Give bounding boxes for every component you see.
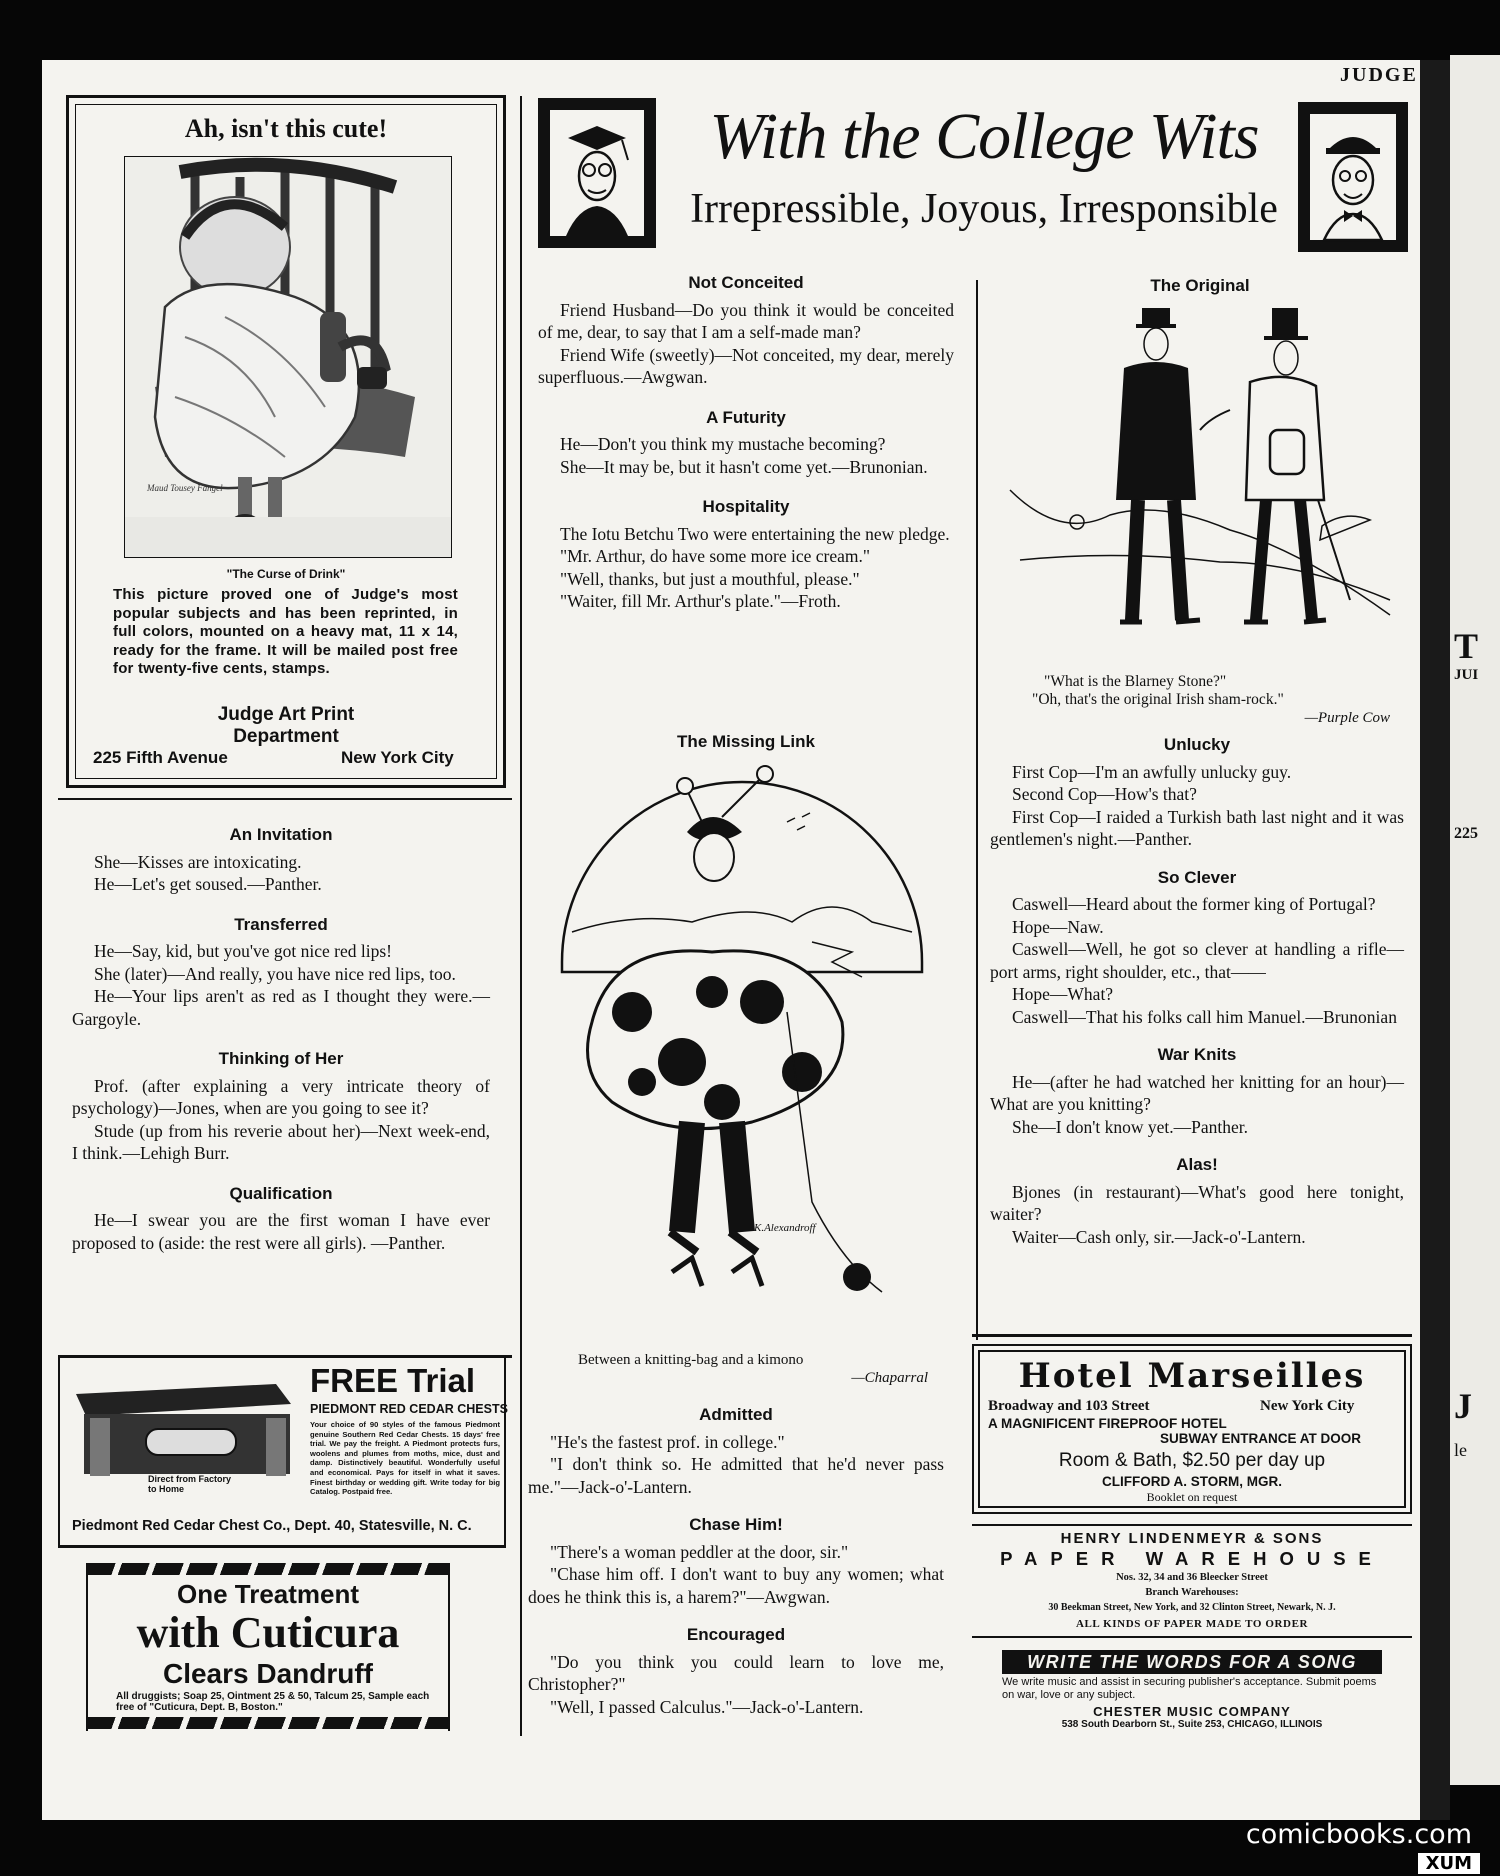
joke-title: Hospitality xyxy=(702,497,790,516)
joke-line: "Do you think you could learn to love me, Christopher?" xyxy=(528,1651,944,1694)
original-caption: "Oh, that's the original Irish sham-rock." xyxy=(1032,691,1284,708)
joke-line: "Mr. Arthur, do have some more ice cream." xyxy=(560,546,871,566)
column-rule xyxy=(58,798,512,800)
joke-title: Unlucky xyxy=(1163,735,1231,754)
paper-ad-line1: HENRY LINDENMEYR & SONS xyxy=(1060,1530,1324,1547)
middle-jokes-bottom xyxy=(528,1392,944,1718)
print-ad-body: This picture proved one of Judge's most popular subjects and has been reprinted, in full colors, mounted on a heavy mat, 11 x 14, ready for the frame. It will be mailed post free for twenty-five cents, stamps. xyxy=(113,586,458,677)
original-credit: —Purple Cow xyxy=(1304,710,1390,726)
joke-title: Encouraged xyxy=(686,1625,786,1644)
artist-signature: K.Alexandroff xyxy=(754,1222,816,1234)
cuticura-line2: with Cuticura xyxy=(136,1608,400,1657)
joke-title: War Knits xyxy=(1157,1045,1237,1064)
print-ad-city: New York City xyxy=(341,748,454,767)
joke-line: First Cop—I raided a Turkish bath last night and it was gentlemen's night.—Panther. xyxy=(990,806,1404,849)
hotel-ad xyxy=(972,1344,1412,1514)
next-page-fragment: 225 xyxy=(1454,825,1478,842)
running-head: JUDGE xyxy=(1340,64,1418,86)
song-ad-address: 538 South Dearborn St., Suite 253, CHICAGO, ILLINOIS xyxy=(1061,1719,1323,1730)
joke-line: He—Your lips aren't as red as I thought they were.—Gargoyle. xyxy=(72,986,490,1029)
chest-ad-tagline: Direct from Factory to Home xyxy=(148,1474,232,1494)
joke-title: A Futurity xyxy=(706,407,786,427)
joke-title: Qualification xyxy=(229,1183,333,1203)
joke-line: "Chase him off. I don't want to buy any women; what does he think this is, a harem?"—Awgwan. xyxy=(528,1564,944,1607)
joke-line: Friend Wife (sweetly)—Not conceited, my dear, merely superfluous.—Awgwan. xyxy=(538,344,954,387)
missing-link-caption: Between a knitting-bag and a kimono xyxy=(578,1352,804,1368)
joke-line: She (later)—And really, you have nice red lips, too. xyxy=(94,963,456,984)
joke-title: Thinking of Her xyxy=(218,1049,344,1068)
artist-signature: Maud Tousey Fangel xyxy=(147,483,223,493)
joke-line: Prof. (after explaining a very intricate theory of psychology)—Jones, when are you going to see it? xyxy=(72,1075,490,1118)
next-page-fragment: JUI xyxy=(1454,667,1479,683)
joke-line: Bjones (in restaurant)—What's good here tonight, waiter? xyxy=(990,1181,1404,1224)
joke-line: He—Let's get soused.—Panther. xyxy=(94,874,322,894)
joke-line: She—I don't know yet.—Panther. xyxy=(1012,1116,1248,1137)
next-page-fragment: J xyxy=(1454,1386,1472,1426)
paper-ad-line2: PAPER WAREHOUSE xyxy=(1000,1548,1384,1569)
chest-ad-footer: Piedmont Red Cedar Chest Co., Dept. 40, Statesville, N. C. xyxy=(72,1518,472,1534)
hotel-name: Hotel Marseilles xyxy=(1018,1356,1366,1396)
joke-line: She—Kisses are intoxicating. xyxy=(94,851,302,872)
hotel-booklet: Booklet on request xyxy=(1146,1490,1238,1504)
masthead-portrait-left xyxy=(538,98,656,248)
joke-line: Stude (up from his reverie about her)—Next week-end, I think.—Lehigh Burr. xyxy=(72,1120,490,1163)
chest-ad xyxy=(58,1358,506,1548)
print-ad-caption: "The Curse of Drink" xyxy=(226,567,346,581)
print-ad-dept: Department xyxy=(233,726,339,747)
left-jokes xyxy=(72,812,490,1254)
joke-line: Hope—What? xyxy=(1012,984,1114,1004)
joke-line: First Cop—I'm an awfully unlucky guy. xyxy=(1012,761,1292,782)
column-rule xyxy=(520,96,522,1736)
watermark xyxy=(1210,1820,1500,1876)
joke-line: The Iotu Betchu Two were entertaining the new pledge. xyxy=(560,523,950,544)
chest-ad-subhead: PIEDMONT RED CEDAR CHESTS xyxy=(310,1402,508,1416)
masthead-title: With the College Wits xyxy=(709,100,1259,173)
joke-line: Caswell—Well, he got so clever at handling a rifle—port arms, right shoulder, etc., that—— xyxy=(990,939,1404,982)
ad-rule xyxy=(972,1334,1412,1337)
joke-line: He—I swear you are the first woman I have ever proposed to (aside: the rest were all girls). —Panther. xyxy=(72,1210,490,1253)
joke-line: "I don't think so. He admitted that he'd never pass me."—Jack-o'-Lantern. xyxy=(528,1454,944,1497)
joke-line: "He's the fastest prof. in college." xyxy=(550,1431,785,1452)
next-page-fragment: le xyxy=(1454,1440,1467,1460)
hotel-line: SUBWAY ENTRANCE AT DOOR xyxy=(1160,1431,1362,1446)
joke-line: "Well, I passed Calculus."—Jack-o'-Lantern. xyxy=(550,1696,864,1717)
paper-ad-line4: Branch Warehouses: xyxy=(1145,1587,1239,1598)
joke-line: Waiter—Cash only, sir.—Jack-o'-Lantern. xyxy=(1012,1226,1306,1247)
song-ad-headline: WRITE THE WORDS FOR A SONG xyxy=(1002,1650,1382,1674)
chest-ad-body: Your choice of 90 styles of the famous Piedmont genuine Southern Red Cedar Chests. 15 days' free trial. We pay the freight. A Piedmont protects furs, woolens and plumes from moths, mice, dust and damp. Distinctively beautiful. Wonderfully useful and economical. Pays for itself in what it saves. Finest birthday or wedding gift. Write today for big Catalog. Postpaid free. xyxy=(310,1420,500,1497)
joke-title: An Invitation xyxy=(229,825,333,844)
masthead-subtitle: Irrepressible, Joyous, Irresponsible xyxy=(690,186,1278,232)
joke-line: "Well, thanks, but just a mouthful, please." xyxy=(560,568,860,589)
print-ad-headline: Ah, isn't this cute! xyxy=(184,114,388,143)
joke-line: Caswell—That his folks call him Manuel.—Brunonian xyxy=(1012,1006,1397,1027)
hotel-line: A MAGNIFICENT FIREPROOF HOTEL xyxy=(988,1416,1227,1431)
chest-ad-headline: FREE Trial xyxy=(310,1362,476,1399)
right-jokes xyxy=(990,720,1404,1248)
joke-line: "Waiter, fill Mr. Arthur's plate."—Froth. xyxy=(560,591,841,611)
song-ad-body: We write music and assist in securing publisher's acceptance. Submit poems on war, love or any subject. xyxy=(1002,1676,1377,1701)
joke-line: "There's a woman peddler at the door, sir." xyxy=(550,1541,849,1562)
print-ad-address: 225 Fifth Avenue xyxy=(93,748,228,767)
original-caption: "What is the Blarney Stone?" xyxy=(1044,673,1227,690)
page-gutter xyxy=(1420,60,1450,1820)
cedar-chest-illustration xyxy=(66,1374,296,1484)
baby-illustration xyxy=(124,156,452,558)
watermark-site: comicbooks.com xyxy=(1245,1819,1472,1850)
hotel-address: Broadway and 103 Street xyxy=(988,1398,1150,1414)
middle-jokes-top xyxy=(538,262,954,613)
paper-ad-line6: ALL KINDS OF PAPER MADE TO ORDER xyxy=(1075,1618,1309,1630)
joke-line: Caswell—Heard about the former king of Portugal? xyxy=(1012,894,1376,914)
joke-line: He—(after he had watched her knitting for an hour)—What are you knitting? xyxy=(990,1071,1404,1114)
joke-title: Alas! xyxy=(1176,1155,1218,1174)
joke-title: Chase Him! xyxy=(689,1515,783,1534)
cuticura-line1: One Treatment xyxy=(176,1579,360,1609)
joke-title: Transferred xyxy=(234,914,328,934)
joke-line: Hope—Naw. xyxy=(1012,916,1104,937)
joke-line: He—Say, kid, but you've got nice red lips! xyxy=(94,941,393,961)
missing-link-title: The Missing Link xyxy=(677,732,815,751)
song-ad-company: CHESTER MUSIC COMPANY xyxy=(1093,1704,1291,1719)
song-ad xyxy=(972,1638,1412,1738)
original-illustration xyxy=(1000,300,1400,630)
watermark-code: XUM xyxy=(1418,1853,1480,1874)
missing-link-illustration xyxy=(552,762,932,1342)
print-ad-dept: Judge Art Print xyxy=(217,704,355,725)
joke-line: He—Don't you think my mustache becoming? xyxy=(560,434,886,454)
cuticura-ad xyxy=(86,1563,450,1731)
joke-title: Admitted xyxy=(699,1405,773,1424)
next-page-edge xyxy=(1450,55,1500,1785)
joke-title: Not Conceited xyxy=(688,273,804,292)
paper-ad-line3: Nos. 32, 34 and 36 Bleecker Street xyxy=(1116,1572,1268,1583)
print-ad xyxy=(66,95,506,788)
joke-line: Friend Husband—Do you think it would be conceited of me, dear, to say that I am a self-made man? xyxy=(538,299,954,342)
cuticura-line3: Clears Dandruff xyxy=(162,1658,374,1689)
joke-line: She—It may be, but it hasn't come yet.—Brunonian. xyxy=(560,456,928,477)
paper-ad-line5: 30 Beekman Street, New York, and 32 Clinton Street, Newark, N. J. xyxy=(1048,1602,1336,1613)
next-page-fragment: T xyxy=(1454,626,1479,666)
joke-title: So Clever xyxy=(1157,867,1237,887)
masthead-portrait-right xyxy=(1298,102,1408,252)
column-rule xyxy=(976,280,978,1340)
original-title: The Original xyxy=(1150,276,1250,295)
paper-ad xyxy=(972,1526,1412,1636)
cuticura-fine-print: All druggists; Soap 25, Ointment 25 & 50, Talcum 25, Sample each free of "Cuticura, Dept. B, Boston." xyxy=(116,1691,430,1713)
joke-line: Second Cop—How's that? xyxy=(1012,784,1197,804)
missing-link-credit: —Chaparral xyxy=(851,1370,928,1386)
hotel-manager: CLIFFORD A. STORM, MGR. xyxy=(1102,1474,1282,1489)
hotel-rate: Room & Bath, $2.50 per day up xyxy=(1058,1450,1326,1471)
hotel-city: New York City xyxy=(1260,1398,1355,1414)
